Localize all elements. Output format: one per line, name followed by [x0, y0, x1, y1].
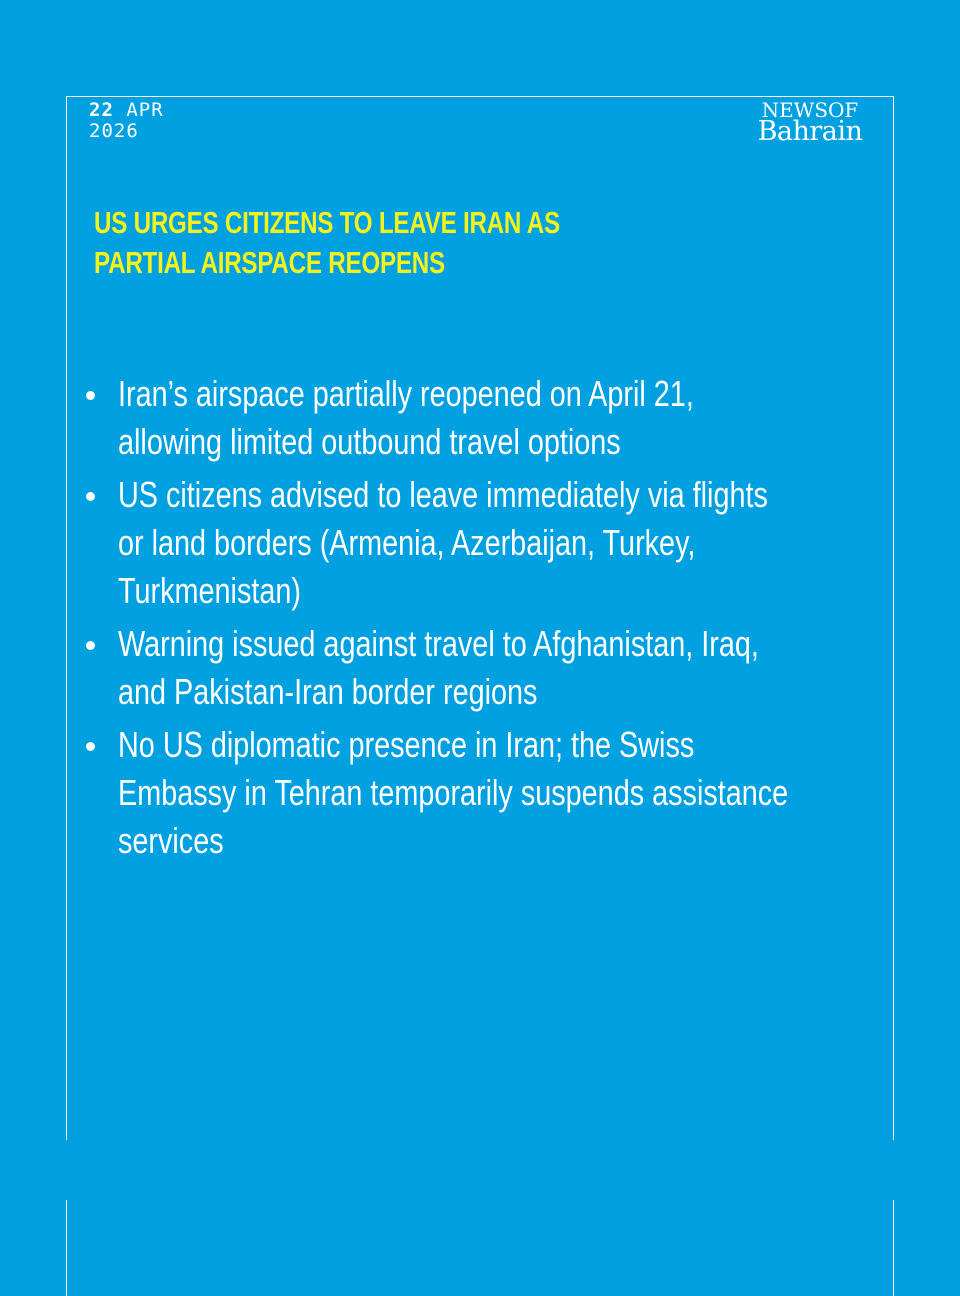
bullet-dot-icon: [86, 391, 95, 400]
bullet-item: [84, 620, 884, 716]
date-year: 2026: [89, 120, 139, 142]
headline-line-2: PARTIAL AIRSPACE REOPENS: [94, 245, 445, 280]
logo-line-2: Bahrain: [757, 116, 863, 147]
bullet-item: [84, 370, 884, 466]
bullet-line: and Pakistan-Iran border regions: [118, 671, 538, 712]
bullet-line: or land borders (Armenia, Azerbaijan, Turkey,: [118, 522, 696, 563]
headline: [94, 203, 640, 283]
bullet-line: allowing limited outbound travel options: [118, 421, 621, 462]
bullet-dot-icon: [86, 492, 95, 501]
bullet-item: [84, 721, 884, 865]
bullet-line: No US diplomatic presence in Iran; the Swiss: [118, 724, 695, 765]
news-of-bahrain-logo: [748, 100, 872, 148]
logo-line-1: NEWSOF: [761, 98, 859, 122]
date-month: APR: [126, 99, 164, 121]
bullet-text: [118, 721, 886, 865]
bullet-item: [84, 471, 884, 615]
headline-line-1: US URGES CITIZENS TO LEAVE IRAN AS: [94, 205, 560, 240]
bullet-line: services: [118, 820, 224, 861]
bullet-line: Turkmenistan): [118, 570, 301, 611]
bullet-line: US citizens advised to leave immediately via flights: [118, 474, 768, 515]
bullet-text: [118, 471, 886, 615]
bullet-text: [118, 620, 886, 716]
bullet-text: [118, 370, 886, 466]
date-day: 22: [89, 99, 114, 121]
bullet-list: [84, 370, 884, 870]
bullet-dot-icon: [86, 742, 95, 751]
bullet-line: Warning issued against travel to Afghanistan, Iraq,: [118, 623, 759, 664]
bullet-line: Embassy in Tehran temporarily suspends assistance: [118, 772, 789, 813]
publish-date: [89, 100, 164, 142]
date-day-month: [89, 100, 164, 121]
frame-bottom-gap: [60, 1140, 900, 1200]
bullet-line: Iran’s airspace partially reopened on April 21,: [118, 373, 694, 414]
bullet-dot-icon: [86, 641, 95, 650]
